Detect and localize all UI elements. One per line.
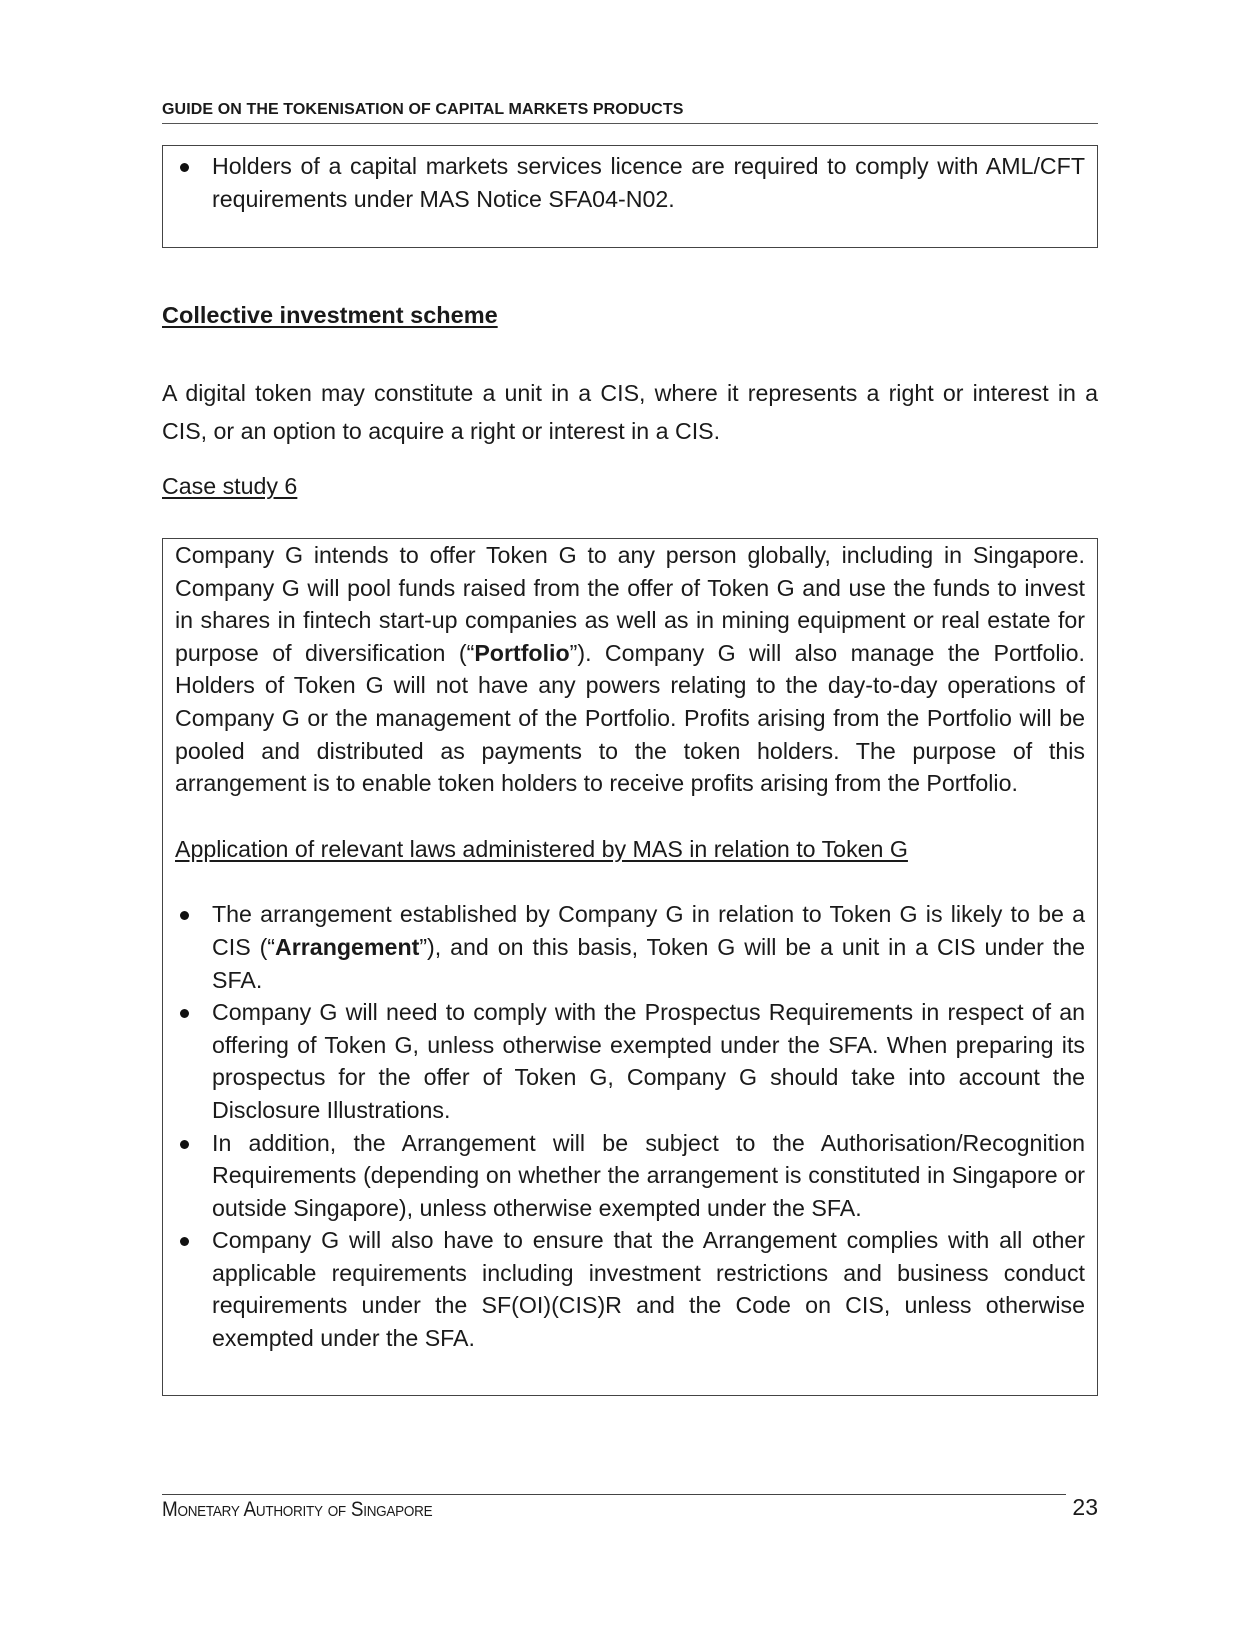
bullet1-text-1: The arrangement established by Company G in relation to Token G is likely to be a CIS (“ xyxy=(212,901,1085,960)
case-study-box xyxy=(162,538,1098,1396)
case-study-description xyxy=(175,539,1085,800)
footer-divider xyxy=(162,1494,1066,1495)
aml-bullet: Holders of a capital markets services licence are required to comply with AML/CFT requirements under MAS Notice SFA04-N02. xyxy=(175,150,1085,215)
footer-organization: Monetary Authority of Singapore xyxy=(162,1498,433,1521)
application-bullet-3: In addition, the Arrangement will be subject to the Authorisation/Recognition Requirements (depending on whether the arrangement is constituted in Singapore or outside Singapore), unless otherwise exempted under the SFA. xyxy=(175,1127,1085,1225)
arrangement-term: Arrangement xyxy=(275,933,420,960)
application-bullet-list xyxy=(175,898,1085,1354)
page-number: 23 xyxy=(1072,1494,1098,1520)
application-bullet-2: Company G will need to comply with the Prospectus Requirements in respect of an offering of Token G, unless otherwise exempted under the SFA. When preparing its prospectus for the offer of Token G, Company G should take into account the Disclosure Illustrations. xyxy=(175,996,1085,1126)
case-desc-text-2: ”). Company G will also manage the Portfolio. Holders of Token G will not have any powers relating to the day-to-day operations of Company G or the management of the Portfolio. Profits arising from the Portfolio will be pooled and distributed as payments to the token holders. The purpose of this arrangement is to enable token holders to receive profits arising from the Portfolio. xyxy=(175,639,1085,797)
case-study-label: Case study 6 xyxy=(162,473,298,499)
application-heading: Application of relevant laws administered by MAS in relation to Token G xyxy=(175,835,908,862)
bullet1-text-2: ”), and on this basis, Token G will be a unit in a CIS under the SFA. xyxy=(212,933,1085,993)
case-desc-text-1: Company G intends to offer Token G to any person globally, including in Singapore. Company G will pool funds raised from the offer of Token G and use the funds to invest in shares in fintech start-up companies as well as in mining equipment or real estate for purpose of diversification (“ xyxy=(175,542,1085,666)
section-heading: Collective investment scheme xyxy=(162,302,498,328)
portfolio-term: Portfolio xyxy=(474,639,570,666)
aml-note-box xyxy=(162,145,1098,248)
running-header: GUIDE ON THE TOKENISATION OF CAPITAL MARKETS PRODUCTS xyxy=(162,101,1098,124)
aml-bullet-list xyxy=(175,150,1085,215)
cis-definition-paragraph: A digital token may constitute a unit in a CIS, where it represents a right or interest in a CIS, or an option to acquire a right or interest in a CIS. xyxy=(162,380,1098,444)
application-bullet-1 xyxy=(175,898,1085,996)
application-bullet-4: Company G will also have to ensure that the Arrangement complies with all other applicable requirements including investment restrictions and business conduct requirements under the SF(OI)(CIS)R and the Code on CIS, unless otherwise exempted under the SFA. xyxy=(175,1224,1085,1354)
